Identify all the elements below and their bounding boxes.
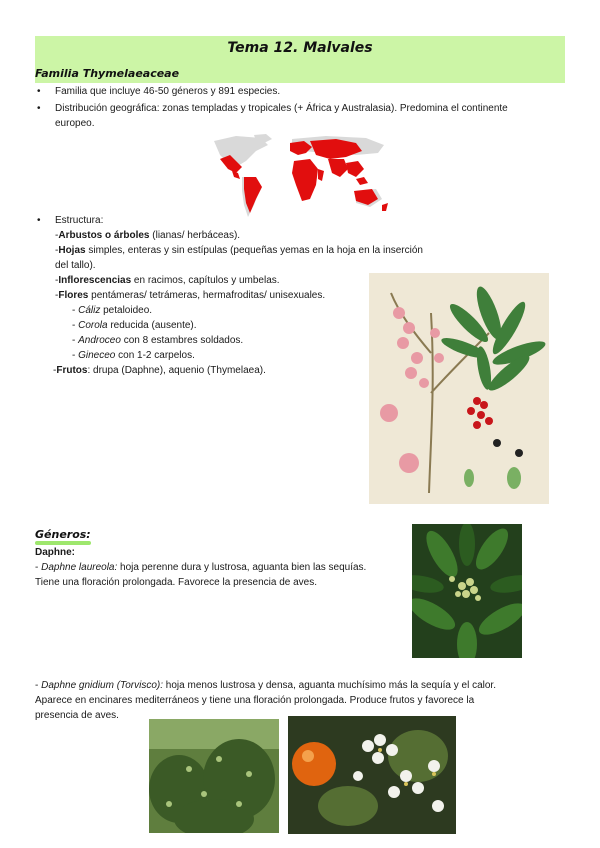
estructura-inflorescencias: -Inflorescencias en racimos, capítulos y umbelas. <box>55 275 280 286</box>
estructura-caliz: - Cáliz petaloideo. <box>72 305 153 316</box>
bullet-dot: • <box>37 86 41 97</box>
estructura-androceo: - Androceo con 8 estambres soldados. <box>72 335 244 346</box>
daphne-gnidium-desc: - Daphne gnidium (Torvisco): hoja menos lustrosa y densa, aguanta muchísimo más la sequía y el calor. <box>35 680 496 691</box>
bullet-families: Familia que incluye 46-50 géneros y 891 especies. <box>55 86 281 97</box>
estructura-corola: - Corola reducida (ausente). <box>72 320 197 331</box>
page-title: Tema 12. Malvales <box>227 40 373 56</box>
family-heading: Familia Thymelaeaceae <box>35 67 180 80</box>
daphne-laureola-desc-cont: Tiene una floración prolongada. Favorece la presencia de aves. <box>35 577 318 588</box>
estructura-frutos: -Frutos: drupa (Daphne), aquenio (Thymelaea). <box>53 365 266 376</box>
daphne-gnidium-desc-cont2: presencia de aves. <box>35 710 119 721</box>
estructura-label: Estructura: <box>55 215 104 226</box>
bullet-dot: • <box>37 215 41 226</box>
estructura-hojas: -Hojas simples, enteras y sin estípulas (pequeñas yemas en la hoja en la inserción <box>55 245 423 256</box>
estructura-flores: -Flores pentámeras/ tetrámeras, hermafroditas/ unisexuales. <box>55 290 326 301</box>
daphne-gnidium-desc-cont: Aparece en encinares mediterráneos y tiene una floración prolongada. Produce frutos y favorece la <box>35 695 475 706</box>
bullet-distribution-cont: europeo. <box>55 118 95 129</box>
daphne-label: Daphne: <box>35 547 75 558</box>
estructura-hojas-cont: del tallo). <box>55 260 96 271</box>
daphne-laureola-desc: - Daphne laureola: hoja perenne dura y lustrosa, aguanta bien las sequías. <box>35 562 367 573</box>
distribution-map <box>206 133 392 223</box>
daphne-gnidium-flower-photo <box>288 716 456 834</box>
estructura-gineceo: - Gineceo con 1-2 carpelos. <box>72 350 195 361</box>
estructura-arbustos: -Arbustos o árboles (lianas/ herbáceas). <box>55 230 241 241</box>
bullet-dot: • <box>37 103 41 114</box>
botanical-illustration <box>369 273 549 504</box>
generos-heading: Géneros: <box>35 528 91 541</box>
daphne-gnidium-shrub-photo <box>149 719 279 833</box>
bullet-distribution: Distribución geográfica: zonas templadas y tropicales (+ África y Australasia). Predomina el continente <box>55 103 508 114</box>
daphne-laureola-photo <box>412 524 522 658</box>
